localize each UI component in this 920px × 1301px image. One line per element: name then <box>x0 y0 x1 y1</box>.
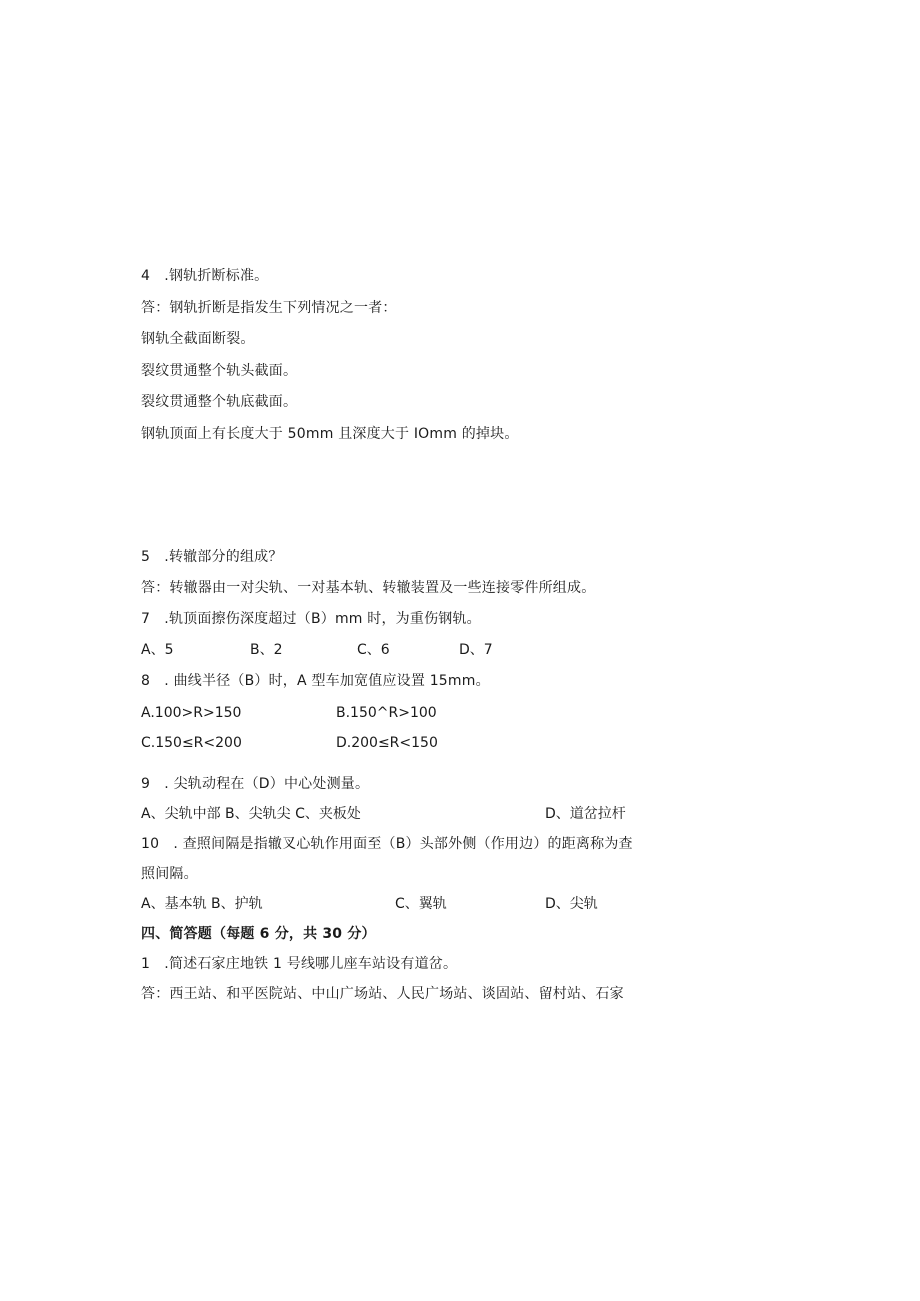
q9-option-d: D、道岔拉杆 <box>545 806 626 822</box>
q10-option-d: D、尖轨 <box>545 896 598 912</box>
q10-title-line2: 照间隔。 <box>141 866 198 882</box>
q4-title: 4 .钢轨折断标准。 <box>141 268 269 284</box>
q4-item-4: 钢轨顶面上有长度大于 50mm 且深度大于 IOmm 的掉块。 <box>141 426 519 442</box>
q4-item-1: 钢轨全截面断裂。 <box>141 331 255 347</box>
q10-option-c: C、翼轨 <box>395 896 447 912</box>
q9-options-abc: A、尖轨中部 B、尖轨尖 C、夹板处 <box>141 806 361 822</box>
q5-answer: 答：转辙器由一对尖轨、一对基本轨、转辙装置及一些连接零件所组成。 <box>141 580 596 596</box>
q4-item-3: 裂纹贯通整个轨底截面。 <box>141 394 298 410</box>
section-heading: 四、简答题（每题 6 分，共 30 分） <box>141 926 376 942</box>
q8-option-c: C.150≤R<200 <box>141 735 242 751</box>
q7-option-a: A、5 <box>141 642 174 658</box>
q7-option-b: B、2 <box>250 642 283 658</box>
q8-option-d: D.200≤R<150 <box>336 735 438 751</box>
q7-title: 7 .轨顶面擦伤深度超过（B）mm 时，为重伤钢轨。 <box>141 611 481 627</box>
q7-option-d: D、7 <box>459 642 493 658</box>
q4-item-2: 裂纹贯通整个轨头截面。 <box>141 363 298 379</box>
q8-option-b: B.150^R>100 <box>336 705 437 721</box>
q4-answer: 答：钢轨折断是指发生下列情况之一者： <box>141 300 397 316</box>
q5-title: 5 .转辙部分的组成？ <box>141 549 283 565</box>
q10-options-ab: A、基本轨 B、护轨 <box>141 896 263 912</box>
sq1-answer: 答：西王站、和平医院站、中山广场站、人民广场站、谈固站、留村站、石家 <box>141 986 624 1002</box>
q8-title: 8 . 曲线半径（B）时，A 型车加宽值应设置 15mm。 <box>141 673 490 689</box>
q9-title: 9 . 尖轨动程在（D）中心处测量。 <box>141 776 370 792</box>
sq1-title: 1 .简述石家庄地铁 1 号线哪儿座车站设有道岔。 <box>141 956 458 972</box>
q8-option-a: A.100>R>150 <box>141 705 242 721</box>
q7-option-c: C、6 <box>357 642 390 658</box>
q10-title-line1: 10 . 查照间隔是指辙叉心轨作用面至（B）头部外侧（作用边）的距离称为查 <box>141 836 633 852</box>
